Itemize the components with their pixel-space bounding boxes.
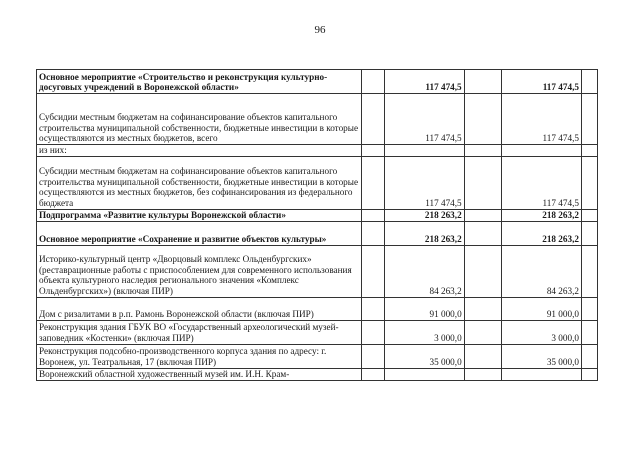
amount-cell: 117 474,5 [384, 156, 464, 209]
spacer-cell [464, 297, 501, 320]
amount-cell [501, 368, 581, 380]
amount-cell: 84 263,2 [384, 245, 464, 297]
spacer-cell [581, 320, 597, 344]
amount-cell [384, 368, 464, 380]
table-row [37, 221, 598, 245]
spacer-cell [362, 94, 384, 145]
spacer-cell [581, 368, 597, 380]
spacer-cell [362, 209, 384, 221]
spacer-cell [362, 245, 384, 297]
spacer-cell [362, 320, 384, 344]
amount-cell: 117 474,5 [501, 156, 581, 209]
amount-cell [501, 145, 581, 157]
spacer-cell [581, 145, 597, 157]
amount-cell: 84 263,2 [501, 245, 581, 297]
amount-cell [384, 145, 464, 157]
spacer-cell [581, 245, 597, 297]
amount-cell: 35 000,0 [501, 344, 581, 368]
row-name-cell: Субсидии местным бюджетам на софинансирование объектов капитального строительства муниципальной собственности, бюджетные инвестиции в которые осуществляются из местных бюджетов, всего [37, 94, 362, 145]
spacer-cell [362, 70, 384, 94]
spacer-cell [362, 297, 384, 320]
table-row [37, 209, 598, 221]
amount-cell: 218 263,2 [501, 221, 581, 245]
table-row [37, 94, 598, 145]
spacer-cell [362, 368, 384, 380]
row-name-cell: Подпрограмма «Развитие культуры Воронежской области» [37, 209, 362, 221]
spacer-cell [464, 70, 501, 94]
spacer-cell [581, 344, 597, 368]
spacer-cell [581, 94, 597, 145]
row-name-cell: Реконструкция подсобно-производственного корпуса здания по адресу: г. Воронеж, ул. Театральная, 17 (включая ПИР) [37, 344, 362, 368]
spacer-cell [464, 320, 501, 344]
amount-cell: 218 263,2 [384, 221, 464, 245]
amount-cell: 3 000,0 [501, 320, 581, 344]
page-number: 96 [314, 24, 326, 36]
budget-table [36, 69, 598, 381]
spacer-cell [581, 221, 597, 245]
amount-cell: 117 474,5 [501, 70, 581, 94]
spacer-cell [464, 368, 501, 380]
table-row [37, 320, 598, 344]
spacer-cell [464, 156, 501, 209]
amount-cell: 91 000,0 [384, 297, 464, 320]
amount-cell: 117 474,5 [501, 94, 581, 145]
spacer-cell [581, 209, 597, 221]
table-row [37, 344, 598, 368]
spacer-cell [464, 221, 501, 245]
amount-cell: 35 000,0 [384, 344, 464, 368]
spacer-cell [362, 145, 384, 157]
row-name-cell: Основное мероприятие «Строительство и реконструкция культурно-досуговых учреждений в Воронежской области» [37, 70, 362, 94]
table-row [37, 297, 598, 320]
spacer-cell [581, 70, 597, 94]
spacer-cell [464, 209, 501, 221]
budget-table-body [37, 70, 598, 381]
amount-cell: 91 000,0 [501, 297, 581, 320]
row-name-cell: Основное мероприятие «Сохранение и развитие объектов культуры» [37, 221, 362, 245]
row-name-cell: Реконструкция здания ГБУК ВО «Государственный археологический музей-заповедник «Костенки» (включая ПИР) [37, 320, 362, 344]
table-row [37, 368, 598, 380]
row-name-cell: Дом с ризалитами в р.п. Рамонь Воронежской области (включая ПИР) [37, 297, 362, 320]
spacer-cell [464, 145, 501, 157]
row-name-cell: Историко-культурный центр «Дворцовый комплекс Ольденбургских» (реставрационные работы с приспособлением для современного использования объекта культурного наследия регионального значения «Комплекс Ольденбургских») (включая ПИР) [37, 245, 362, 297]
table-row [37, 156, 598, 209]
amount-cell: 3 000,0 [384, 320, 464, 344]
spacer-cell [464, 94, 501, 145]
amount-cell: 117 474,5 [384, 94, 464, 145]
table-row [37, 145, 598, 157]
spacer-cell [581, 156, 597, 209]
spacer-cell [464, 245, 501, 297]
spacer-cell [581, 297, 597, 320]
amount-cell: 218 263,2 [501, 209, 581, 221]
spacer-cell [362, 344, 384, 368]
spacer-cell [362, 156, 384, 209]
spacer-cell [464, 344, 501, 368]
row-name-cell: из них: [37, 145, 362, 157]
row-name-cell: Воронежский областной художественный музей им. И.Н. Крам- [37, 368, 362, 380]
amount-cell: 117 474,5 [384, 70, 464, 94]
table-row [37, 245, 598, 297]
table-row [37, 70, 598, 94]
amount-cell: 218 263,2 [384, 209, 464, 221]
row-name-cell: Субсидии местным бюджетам на софинансирование объектов капитального строительства муниципальной собственности, бюджетные инвестиции в которые осуществляются из местных бюджетов, без софинансирования из федерального бюджета [37, 156, 362, 209]
spacer-cell [362, 221, 384, 245]
